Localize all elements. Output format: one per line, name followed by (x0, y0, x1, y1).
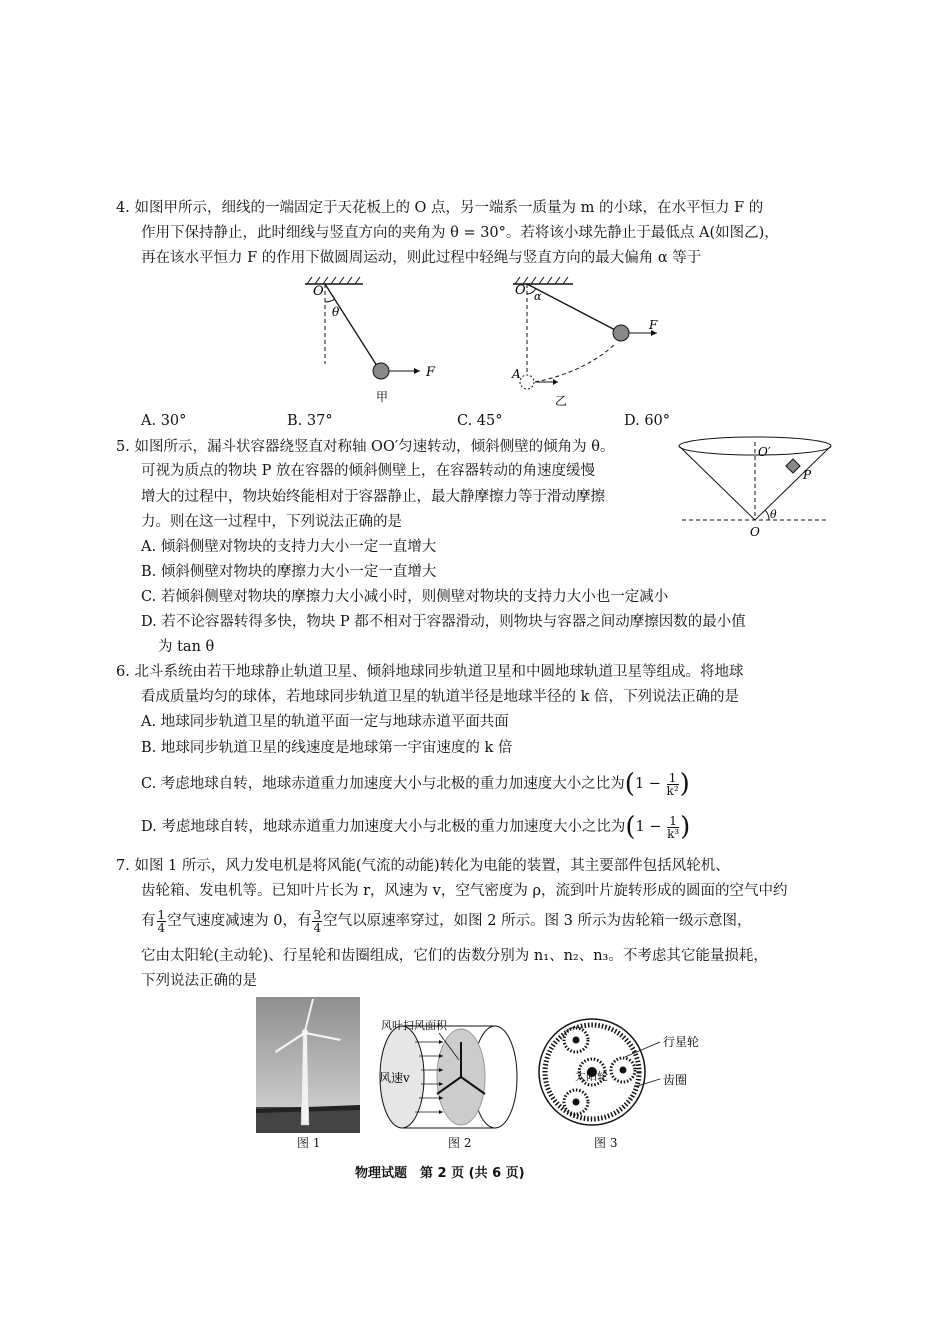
q4-option-d: D. 60° (624, 413, 671, 429)
q6-option-a: A. 地球同步轨道卫星的轨道平面一定与地球赤道平面共面 (141, 714, 509, 730)
fig-jia-f-label: F (426, 365, 436, 380)
fig-yi-a-label: A (512, 367, 521, 381)
q6-c-num: 1 (667, 772, 679, 785)
fig5-o-label: O (750, 525, 760, 539)
caption-fig2: 图 2 (448, 1136, 472, 1150)
q6-c-paren-left: ( (624, 769, 635, 799)
figure-jia (305, 277, 436, 404)
fig-jia-theta-label: θ (332, 305, 340, 319)
q7-line-5: 下列说法正确的是 (141, 973, 257, 989)
q6-c-fraction (667, 772, 679, 797)
q6-c-one: 1 − (634, 776, 661, 792)
q6-d-den: k³ (667, 826, 680, 841)
fig-yi-alpha-label: α (534, 290, 542, 303)
q5-option-a: A. 倾斜侧壁对物块的支持力大小一定一直增大 (141, 539, 437, 555)
q4-line-1: 4. 如图甲所示，细线的一端固定于天花板上的 O 点，另一端系一质量为 m 的小球，在水平恒力 F 的 (116, 200, 764, 216)
fig-yi-caption: 乙 (555, 394, 568, 408)
q6-line-1: 6. 北斗系统由若干地球静止轨道卫星、倾斜地球同步轨道卫星和中圆地球轨道卫星等组成。将地球 (116, 664, 744, 680)
fig-jia-caption: 甲 (376, 390, 389, 404)
q5-line-2: 可视为质点的物块 P 放在容器的倾斜侧壁上，在容器转动的角速度缓慢 (141, 463, 595, 479)
fig5-p-label: P (803, 468, 812, 482)
q5-line-1: 5. 如图所示，漏斗状容器绕竖直对称轴 OO′匀速转动，倾斜侧壁的倾角为 θ。 (116, 439, 615, 455)
q5-option-c: C. 若倾斜侧壁对物块的摩擦力大小减小时，则侧壁对物块的支持力大小也一定减小 (141, 589, 669, 605)
q6-c-paren-right: ) (679, 769, 690, 799)
q6-option-c-text: C. 考虑地球自转，地球赤道重力加速度大小与北极的重力加速度大小之比为 (141, 776, 625, 792)
q4-option-c: C. 45° (457, 413, 503, 429)
fig2-swept-area-label: 风叶扫风面积 (381, 1020, 447, 1032)
fig-yi-f-label: F (649, 318, 658, 332)
q6-option-b: B. 地球同步轨道卫星的线速度是地球第一宇宙速度的 k 倍 (141, 740, 513, 756)
q6-d-one: 1 − (635, 819, 662, 835)
fig3-planet-gear-label: 行星轮 (663, 1035, 700, 1049)
fig3-sun-gear-label: 太阳轮 (575, 1070, 608, 1083)
q7-line-4: 它由太阳轮(主动轮)、行星轮和齿圈组成，它们的齿数分别为 n₁、n₂、n₃。不考虑其它能量损耗， (141, 948, 768, 964)
q7-line-2: 齿轮箱、发电机等。已知叶片长为 r，风速为 v，空气密度为 ρ，流到叶片旋转形成的圆面的空气中约 (141, 883, 788, 899)
q7-frac1-den: 4 (157, 920, 166, 935)
q6-d-num: 1 (667, 815, 679, 828)
q6-option-c (141, 767, 690, 801)
q4-line-2: 作用下保持静止，此时细线与竖直方向的夹角为 θ = 30°。若将该小球先静止于最低点 A(如图乙)， (141, 225, 779, 241)
q4-option-a: A. 30° (141, 413, 187, 429)
q4-figures (285, 272, 670, 412)
q7-frac2-num: 3 (313, 907, 322, 922)
q6-option-d (141, 810, 690, 844)
q7-line-3 (141, 906, 752, 936)
q4-option-b: B. 37° (287, 413, 333, 429)
fig3-planetary-gear (535, 1012, 735, 1132)
fig-jia-o-label: O (313, 284, 324, 299)
q6-option-d-text: D. 考虑地球自转，地球赤道重力加速度大小与北极的重力加速度大小之比为 (141, 819, 626, 835)
fig3-ring-gear-label: 齿圈 (663, 1073, 688, 1087)
caption-fig1: 图 1 (297, 1136, 321, 1150)
fig2-wind-speed-label: 风速v (379, 1071, 410, 1085)
q4-line-3: 再在该水平恒力 F 的作用下做圆周运动，则此过程中轻绳与竖直方向的最大偏角 α 等于 (141, 250, 702, 266)
q7-frac1-num: 1 (157, 907, 166, 922)
fig1-wind-turbine-photo (256, 997, 360, 1133)
q6-d-paren-left: ( (625, 812, 636, 842)
q7-line-3-b: 空气速度减速为 0，有 (167, 913, 312, 929)
figure-yi (511, 277, 658, 408)
fig5-theta-label: θ (770, 508, 777, 521)
q5-line-4: 力。则在这一过程中，下列说法正确的是 (141, 514, 402, 530)
fig5-oprime-label: O′ (758, 445, 771, 459)
caption-fig3: 图 3 (594, 1136, 618, 1150)
q5-figure (672, 432, 840, 542)
q6-d-paren-right: ) (680, 812, 691, 842)
q7-frac-three-quarters (312, 909, 322, 934)
q7-frac2-den: 4 (313, 920, 322, 935)
q5-option-d: D. 若不论容器转得多快，物块 P 都不相对于容器滑动，则物块与容器之间动摩擦因数的最小值 (141, 614, 746, 630)
q5-line-3: 增大的过程中，物块始终能相对于容器静止，最大静摩擦力等于滑动摩擦 (141, 489, 605, 505)
fig-yi-o-label: O (515, 283, 526, 298)
q6-line-2: 看成质量均匀的球体，若地球同步轨道卫星的轨道半径是地球半径的 k 倍，下列说法正确的是 (141, 689, 740, 705)
q7-frac-quarter (157, 909, 167, 934)
q6-c-den: k² (666, 783, 679, 798)
q7-line-3-a: 有 (141, 913, 156, 929)
q6-d-fraction (667, 815, 679, 840)
fig2-air-cylinder (375, 1020, 525, 1140)
q7-line-3-c: 空气以原速率穿过，如图 2 所示。图 3 所示为齿轮箱一级示意图， (323, 913, 752, 929)
q5-option-d-cont: 为 tan θ (158, 639, 215, 655)
page-footer: 物理试题 第 2 页 (共 6 页) (355, 1166, 525, 1181)
q7-line-1: 7. 如图 1 所示，风力发电机是将风能(气流的动能)转化为电能的装置，其主要部件包括风轮机、 (116, 858, 730, 874)
q5-option-b: B. 倾斜侧壁对物块的摩擦力大小一定一直增大 (141, 564, 437, 580)
